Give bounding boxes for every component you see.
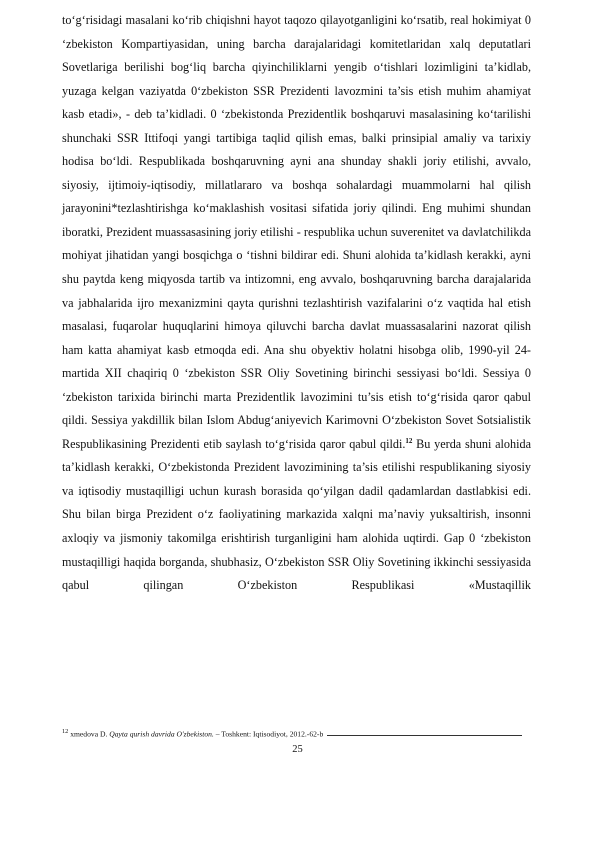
footnote-number: 12 xyxy=(62,728,69,735)
footnote-title: Qayta qurish davrida O'zbekiston. xyxy=(109,729,214,739)
body-paragraph xyxy=(62,9,531,598)
paragraph-text-part2: Bu yerda shuni alohida ta’kidlash kerakki, O‘zbekistonda Prezident lavozimining ta’sis etilishi respublikaning siyosiy va iqtisodiy mustaqilligi uchun kurash borasida qo‘yilgan dadil qadamlardan dastlabkisi edi. Shu bilan birga Prezident o‘z faoliyatining markazida xalqni ma’naviy yuksaltirish, insonni axloqiy va jismoniy takomilga erishtirish turganligini ham alohida uqtirdi. Gap 0 ‘zbekiston mustaqilligi haqida borganda, shubhasiz, O‘zbekiston SSR Oliy Sovetining ikkinchi sessiyasida qabul qilingan O‘zbekiston Respublikasi «Mustaqillik xyxy=(62,436,531,593)
footnote-author: xmedova D. xyxy=(68,729,110,739)
page-number: 25 xyxy=(292,744,303,755)
footnote xyxy=(62,727,327,740)
footnote-reference[interactable]: 12 xyxy=(405,436,413,445)
footnote-publication: – Toshkent: Iqtisodiyot, 2012.-62-b xyxy=(213,729,324,739)
paragraph-text-part1: to‘g‘risidagi masalani ko‘rib chiqishni hayot taqozo qilayotganligini ko‘rsatib, real hokimiyat 0 ‘zbekiston Kompartiyasidan, uning barcha darajalaridagi komitetlaridan xalq deputatlari Sovetlariga berilishi bog‘liq barcha qiyinchiliklarni yengib o‘tishlari lozimligini ta’kidlab, yuzaga kelgan vaziyatda 0‘zbekiston SSR Prezidenti lavozmini ta’sis etish muhim ahamiyat kasb etadi», - deb ta’kidladi. 0 ‘zbekistonda Prezidentlik boshqaruvi masalasining ko‘tarilishi shunchaki SSR Ittifoqi yangi tartibiga taqlid qilish emas, balki prinsipial amaliy va tarixiy hodisa bo‘ldi. Respublikada boshqaruvning ayni ana shunday shakli joriy etilishi, avvalo, siyosiy, ijtimoiy-iqtisodiy, millatlararo va boshqa sohalardagi muammolarni hal qilish jarayonini*tezlashtirishga ko‘maklashish vositasi sifatida joriy qilindi. Eng muhimi shundan iboratki, Prezident muassasasining joriy etilishi - respublika uchun suverenitet va davlatchilikda mohiyat jihatidan yangi bosqichga o ‘tishni bildirar edi. Shuni alohida ta’kidlash kerakki, ayni shu paytda keng miqyosda tartib va intizomni, eng avvalo, boshqaruvning barcha darajalarida va jabhalarida ijro mexanizmini qayta qurishni tezlashtirish vazifalarini o‘z vaqtida hal etish masalasi, fuqarolar huquqlarini himoya qiluvchi barcha davlat muassasalarini nazorat qilish ham katta ahamiyat kasb etmoqda edi. Ana shu obyektiv holatni hisobga olib, 1990-yil 24-martida XII chaqiriq 0 ‘zbekiston SSR Oliy Sovetining birinchi sessiyasi bo‘ldi. Sessiya 0 ‘zbekiston tarixida birinchi marta Prezidentlik lavozimini tu’sis etish to‘g‘risida qaror qabul qildi. Sessiya yakdillik bilan Islom Abdug‘aniyevich Karimovni O‘zbekiston Sovet Sotsialistik Respublikasining Prezidenti etib saylash to‘g‘risida qaror qabul qildi. xyxy=(62,13,531,451)
